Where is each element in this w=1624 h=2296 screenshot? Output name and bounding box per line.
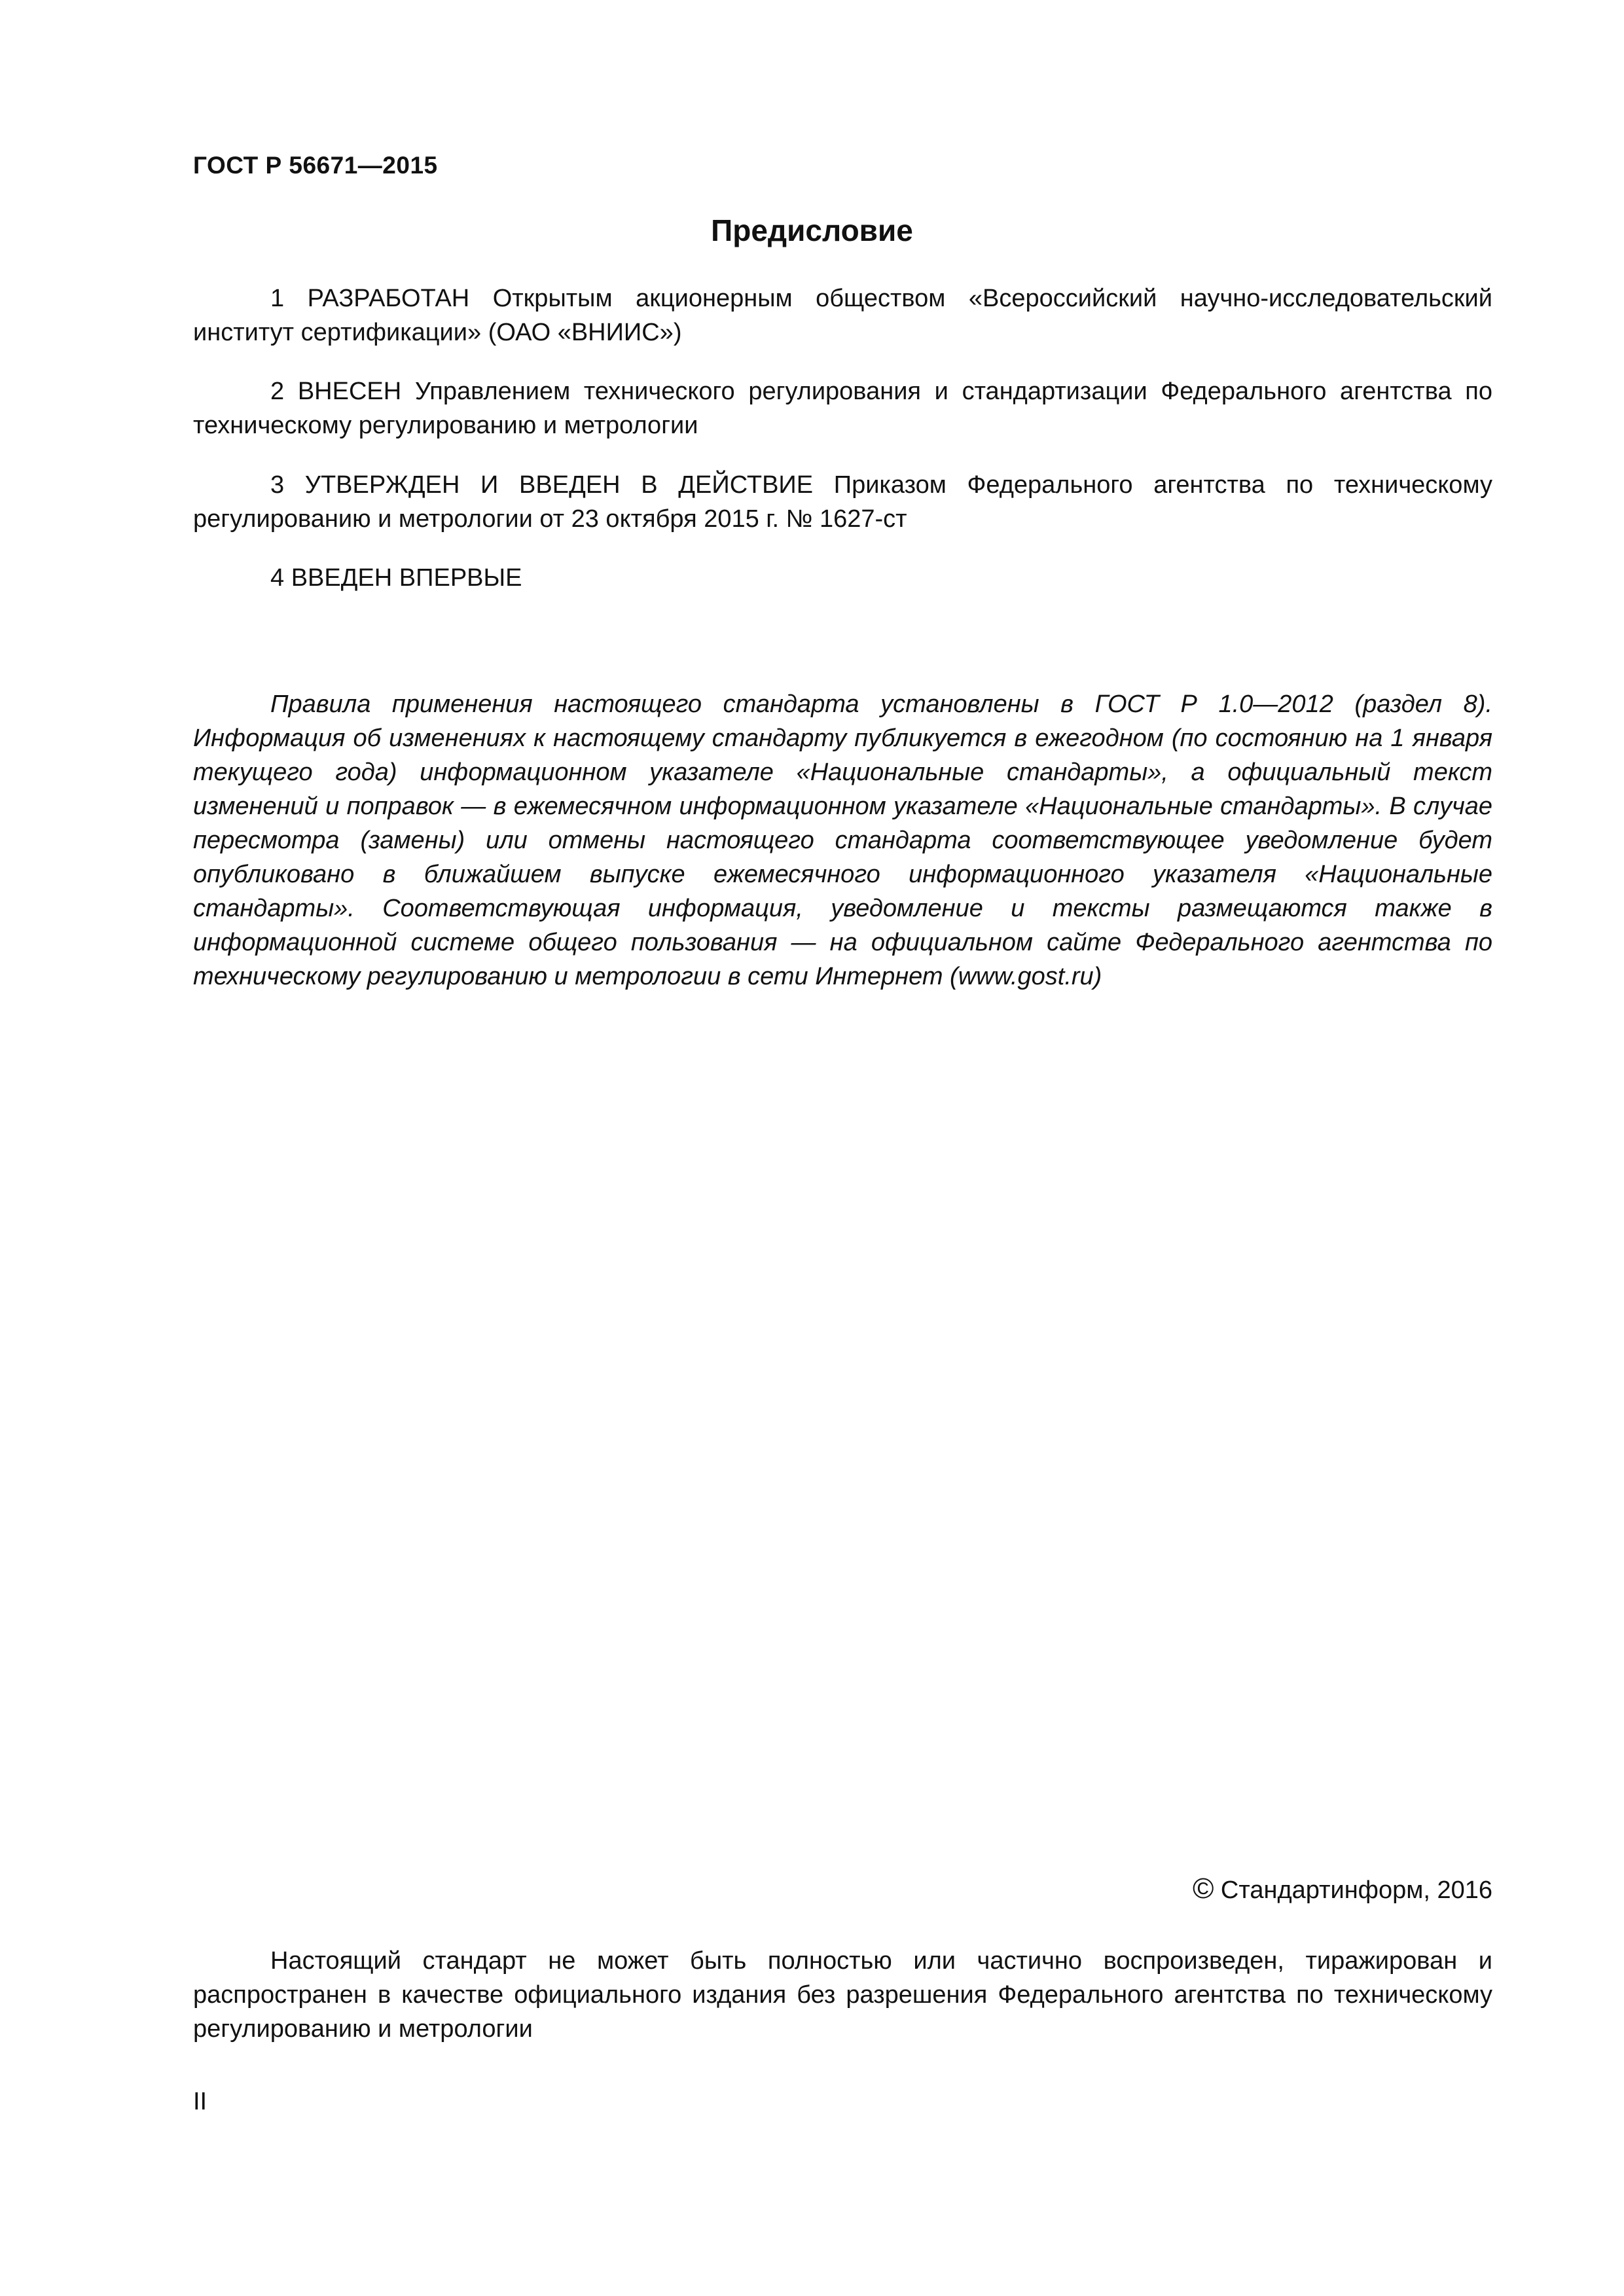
foreword-item-submitted: 2 ВНЕСЕН Управлением технического регулирования и стандартизации Федерального агентства по техническому регулированию и метрологии [193, 378, 1492, 439]
copyright-icon: © [1192, 1873, 1214, 1905]
page-number: II [193, 2088, 208, 2115]
page-title: Предисловие [711, 213, 913, 247]
reproduction-restriction-note: Настоящий стандарт не может быть полностью или частично воспроизведен, тиражирован и распространен в качестве официального издания без разрешения Федерального агентства по техническому регулированию и метрологии [193, 1947, 1492, 2043]
copyright-line [1193, 1872, 1492, 1907]
copyright-text: Стандартинформ, 2016 [1220, 1876, 1492, 1904]
foreword-item-developed: 1 РАЗРАБОТАН Открытым акционерным обществом «Всероссийский научно-исследовательский институт сертификации» (ОАО «ВНИИС») [193, 285, 1492, 346]
foreword-item-introduced: 4 ВВЕДЕН ВПЕРВЫЕ [270, 564, 522, 592]
rules-of-application-note: Правила применения настоящего стандарта установлены в ГОСТ Р 1.0—2012 (раздел 8). Информация об изменениях к настоящему стандарту публикуется в ежегодном (по состоянию на 1 января текущего года) информационном указателе «Национальные стандарты», а официальный текст изменений и поправок — в ежемесячном информационном указателе «Национальные стандарты». В случае пересмотра (замены) или отмены настоящего стандарта соответствующее уведомление будет опубликовано в ближайшем выпуске ежемесячного информационного указателя «Национальные стандарты». Соответствующая информация, уведомление и тексты размещаются также в информационной системе общего пользования — на официальном сайте Федерального агентства по техническому регулированию и метрологии в сети Интернет (www.gost.ru) [193, 691, 1492, 990]
foreword-item-approved: 3 УТВЕРЖДЕН И ВВЕДЕН В ДЕЙСТВИЕ Приказом Федерального агентства по техническому регулированию и метрологии от 23 октября 2015 г. № 1627-ст [193, 471, 1492, 533]
document-id-header: ГОСТ Р 56671—2015 [193, 152, 438, 179]
